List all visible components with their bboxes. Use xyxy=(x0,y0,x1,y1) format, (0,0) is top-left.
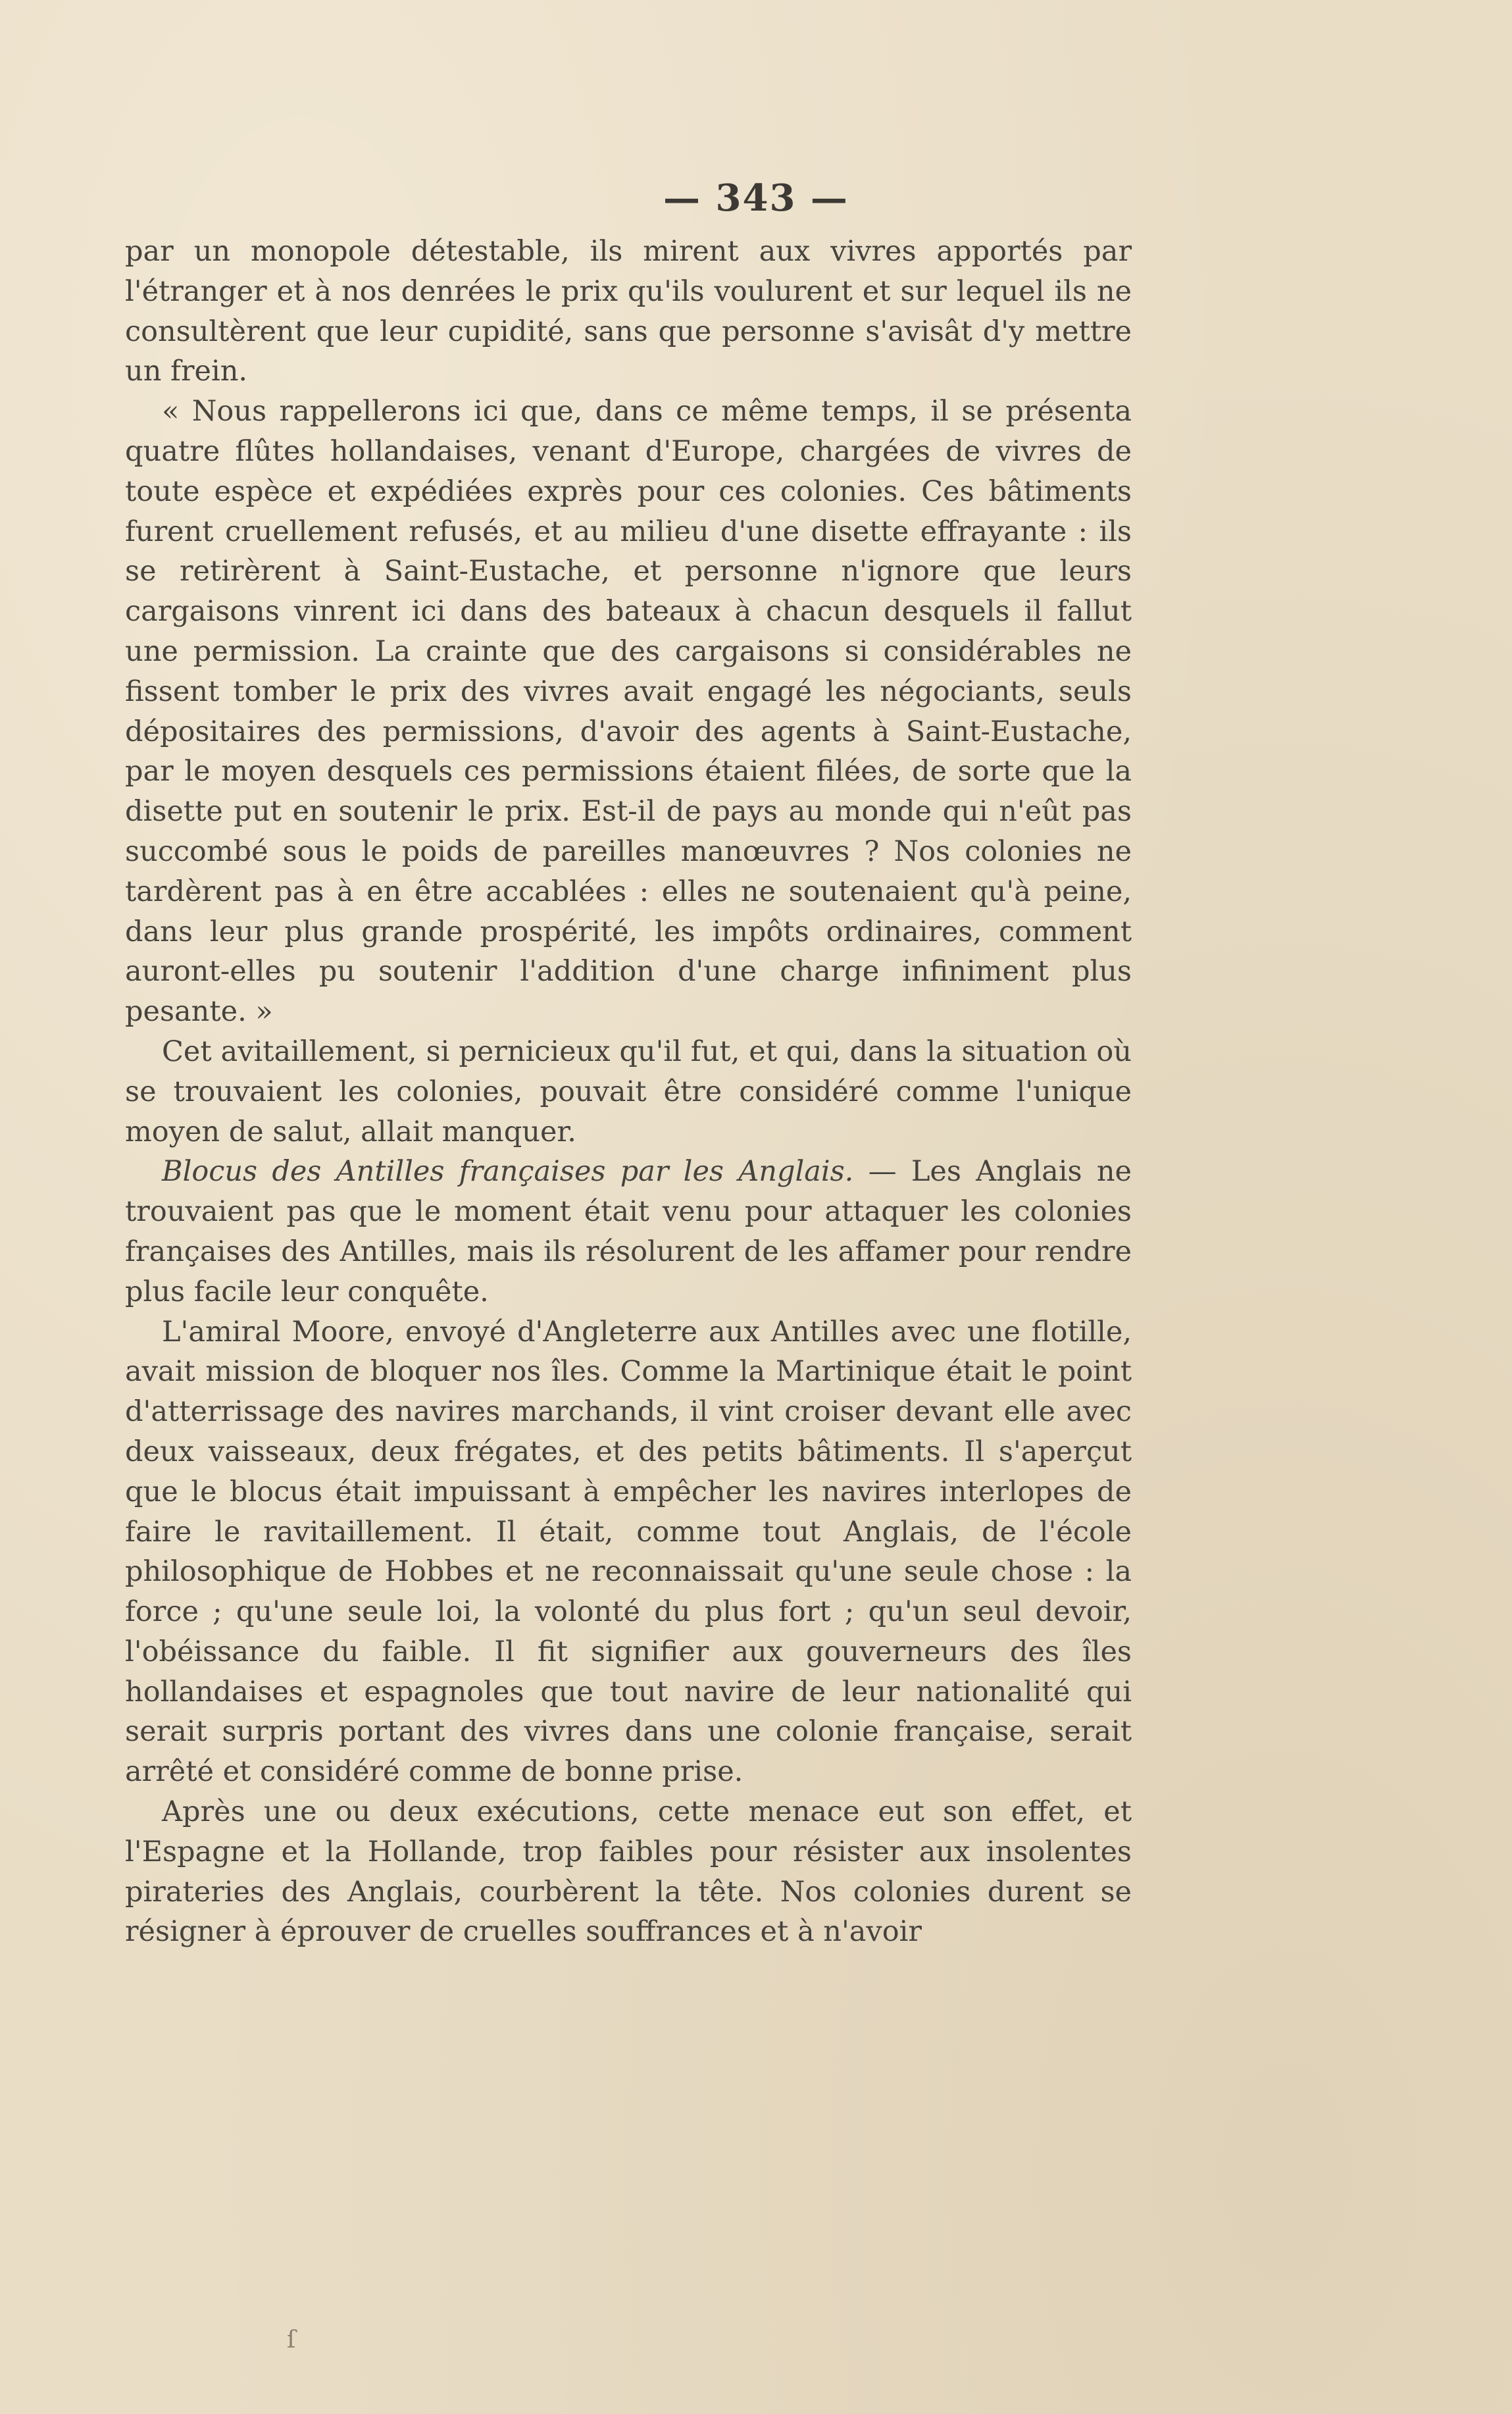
margin-mark: ſ xyxy=(287,2326,296,2353)
paragraph-1: par un monopole détestable, ils mirent aux vivres apportés par l'étranger et à nos denrées le prix qu'ils voulurent et sur lequel ils ne consultèrent que leur cupidité, sans que personne s'avisât d'y mettre un frein. xyxy=(125,235,1132,388)
paragraph-4-body: — Les Anglais ne trouvaient pas que le moment était venu pour attaquer les colonies françaises des Antilles, mais ils résolurent de les affamer pour rendre plus facile leur conquête. xyxy=(125,1155,1132,1308)
page-number: — 343 — xyxy=(663,176,849,220)
paragraph-6: Après une ou deux exécutions, cette menace eut son effet, et l'Espagne et la Hollande, trop faibles pour résister aux insolentes pirateries des Anglais, courbèrent la tête. Nos colonies durent se résigner à éprouver de cruelles souffrances et à n'avoir xyxy=(125,1795,1132,1949)
body-text xyxy=(125,232,1132,1952)
paragraph-2-quote: « Nous rappellerons ici que, dans ce même temps, il se présenta quatre flûtes hollandaises, venant d'Europe, chargées de vivres de toute espèce et expédiées exprès pour ces colonies. Ces bâtiments furent cruellement refusés, et au milieu d'une disette effrayante : ils se retirèrent à Saint-Eustache, et personne n'ignore que leurs cargaisons vinrent ici dans des bateaux à chacun desquels il fallut une permission. La crainte que des cargaisons si considérables ne fissent tomber le prix des vivres avait engagé les négociants, seuls dépositaires des permissions, d'avoir des agents à Saint-Eustache, par le moyen desquels ces permissions étaient filées, de sorte que la disette put en soutenir le prix. Est-il de pays au monde qui n'eût pas succombé sous le poids de pareilles manœuvres ? Nos colonies ne tardèrent pas à en être accablées : elles ne soutenaient qu'à peine, dans leur plus grande prospérité, les impôts ordinaires, comment auront-elles pu soutenir l'addition d'une charge infiniment plus pesante. » xyxy=(125,395,1132,1029)
paragraph-4 xyxy=(125,1152,1132,1312)
paragraph-5: L'amiral Moore, envoyé d'Angleterre aux Antilles avec une flotille, avait mission de bloquer nos îles. Comme la Martinique était le point d'atterrissage des navires marchands, il vint croiser devant elle avec deux vaisseaux, deux frégates, et des petits bâtiments. Il s'aperçut que le blocus était impuissant à empêcher les navires interlopes de faire le ravitaillement. Il était, comme tout Anglais, de l'école philosophique de Hobbes et ne reconnaissait qu'une seule chose : la force ; qu'une seule loi, la volonté du plus fort ; qu'un seul devoir, l'obéissance du faible. Il fit signifier aux gouverneurs des îles hollandaises et espagnoles que tout navire de leur nationalité qui serait surpris portant des vivres dans une colonie française, serait arrêté et considéré comme de bonne prise. xyxy=(125,1315,1132,1789)
paragraph-3: Cet avitaillement, si pernicieux qu'il fut, et qui, dans la situation où se trouvaient les colonies, pouvait être considéré comme l'unique moyen de salut, allait manquer. xyxy=(125,1035,1132,1148)
section-heading: Blocus des Antilles françaises par les Anglais. xyxy=(162,1155,854,1189)
